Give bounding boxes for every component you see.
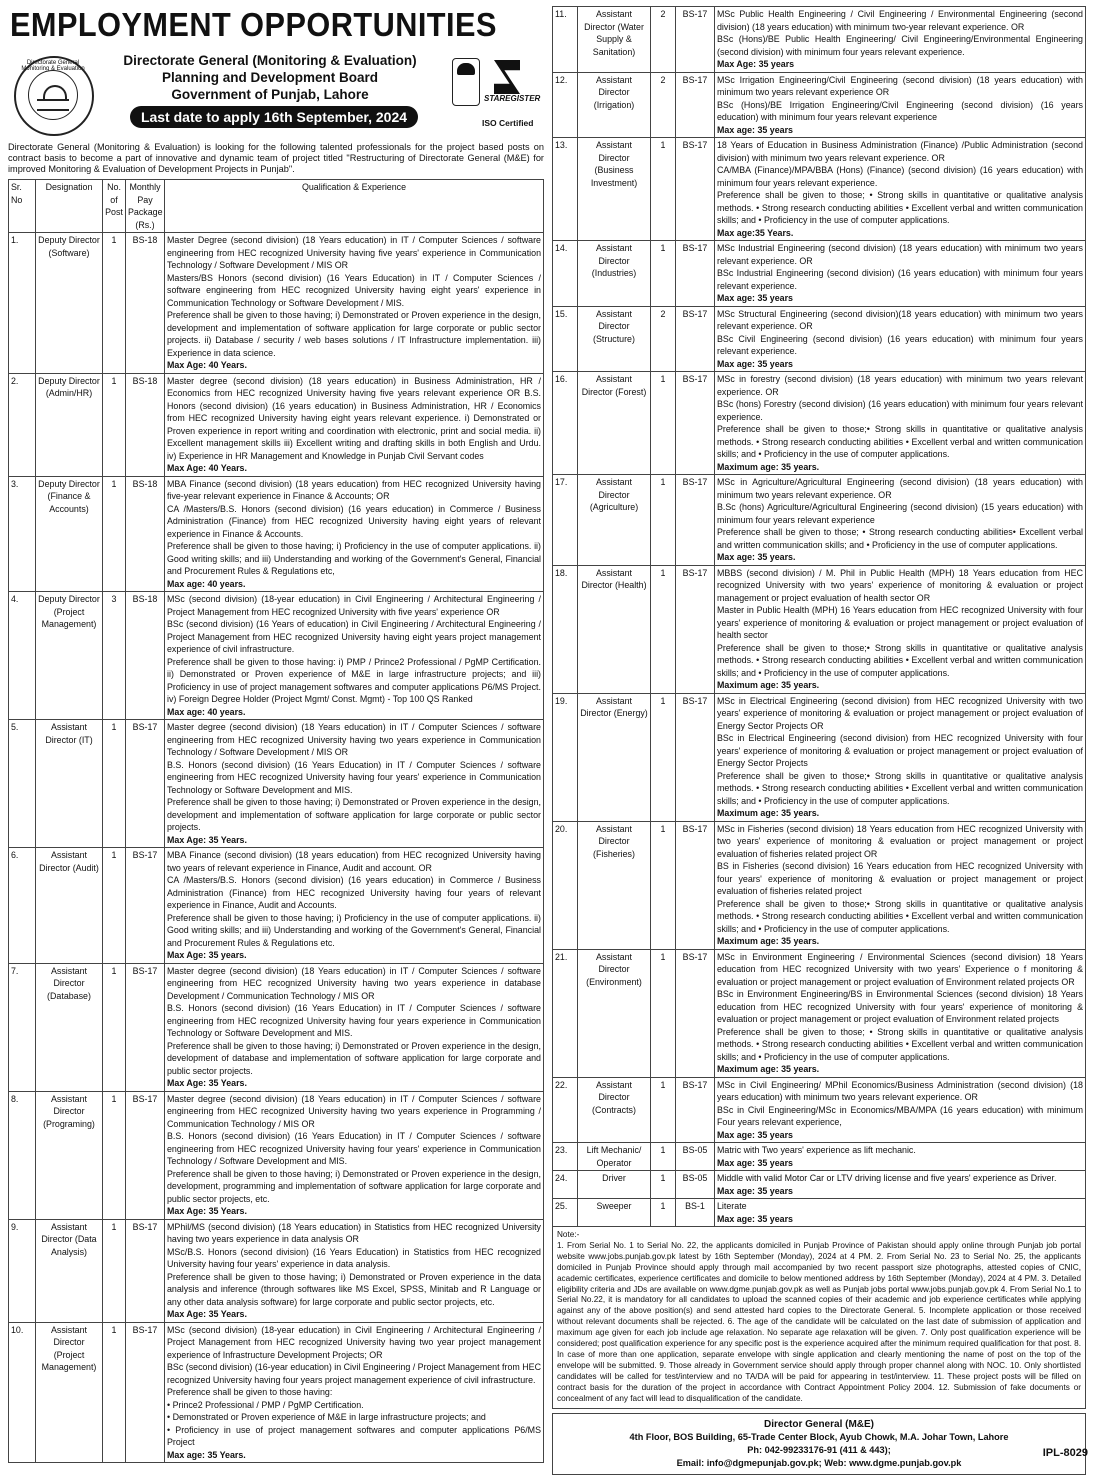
pay-cell: BS-17	[676, 1077, 715, 1143]
posts-cell: 1	[103, 848, 126, 964]
pay-cell: BS-17	[676, 306, 715, 372]
header-pay: Monthly Pay Package (Rs.)	[126, 180, 165, 233]
qualification-line: BSc (Hons)/BE Public Health Engineering/ Civil Engineering/Environmental Engineering (second division) with minimum four years relevant experience.	[717, 34, 1083, 57]
pay-cell: BS-18	[126, 592, 165, 720]
serial-cell: 16.	[553, 372, 578, 475]
qualification-line: MBA Finance (second division) (18 years education) from HEC recognized University having five-year relevant experience in Finance & Accounts; OR	[167, 478, 541, 501]
pay-cell: BS-17	[676, 821, 715, 949]
table-row	[9, 963, 544, 1091]
qualification-cell	[165, 476, 544, 592]
table-row	[553, 1143, 1086, 1171]
qualification-line: MSc/B.S. Honors (second division) (16 Years Education) in Statistics from HEC recognized University having four years' experience in data analysis.	[167, 1246, 541, 1269]
serial-cell: 10.	[9, 1322, 36, 1463]
posts-table-left	[8, 179, 544, 1463]
qualification-line: Literate	[717, 1201, 747, 1211]
qualification-line: B.S. Honors (second division) (16 Years Education) in IT / Computer Sciences / software engineering from HEC recognized University having four years' experience in Communication Technology / Software Development and MIS.	[167, 1131, 541, 1166]
pay-cell: BS-17	[676, 241, 715, 307]
ad-reference: IPL-8029	[1042, 1447, 1088, 1459]
posts-cell: 1	[103, 1322, 126, 1463]
contact-box	[552, 1413, 1086, 1475]
qualification-line: Preference shall be given to those having; i) Demonstrated or Proven experience in the design, development, programming and implementation of software application for large corporate and public sector projects, etc.	[167, 1168, 541, 1204]
qualification-line: BSc (second division) (16-year education) in Civil Engineering / Project Management from HEC recognized University having four years project management experience of civil infrastructure.	[167, 1362, 541, 1385]
posts-cell: 1	[103, 373, 126, 476]
qualification-line: Preference shall be given to those having: i) PMP / Prince2 Professional / PgMP Certification. ii) Demonstrated or Proven experience of M&E in large infrastructure projects; and iii) Proficiency in use of project management softwares and computer applications P6/MS Project. iv) Foreign Degree Holder (Project Mgmt/ Const. Mgmt) - Top 100 QS Ranked	[167, 656, 541, 704]
qualification-line: BSc in Electrical Engineering (second division) from HEC recognized University with four years' experience of monitoring & evaluation or project management or project evaluation of Energy Sector Projects	[717, 733, 1083, 768]
designation-cell: Assistant Director (Data Analysis)	[36, 1219, 103, 1322]
max-age: Max age:35 Years.	[717, 227, 794, 238]
qualification-cell	[165, 1219, 544, 1322]
serial-cell: 20.	[553, 821, 578, 949]
serial-cell: 17.	[553, 475, 578, 566]
contact-phone: Ph: 042-99233176-91 (411 & 443);	[747, 1444, 891, 1455]
table-row	[553, 372, 1086, 475]
serial-cell: 2.	[9, 373, 36, 476]
qualification-line: Matric with Two years' experience as lift mechanic.	[717, 1145, 916, 1155]
qualification-line: BSc Industrial Engineering (second division) (16 years education) with minimum four years relevant experience.	[717, 268, 1083, 291]
pay-cell: BS-05	[676, 1143, 715, 1171]
qualification-line: Master degree (second division) (18 years education) in Business Administration, HR / Economics from HEC recognized University having five years relevant experience OR B.S. Honors (second division) (16 years education) in Business Administration, HR / Economics from HEC recognized University having eight years relevant experience. i) Demonstrated or Proven experience in report writing and coordination with electronic, print and social media. ii) Excellent management skills iii) Excellent writing and drafting skills in both English and Urdu. iv) Experience in HR Management and Knowledge in Punjab Civil Servant codes	[167, 375, 541, 461]
posts-cell: 1	[651, 1171, 676, 1199]
qualification-cell	[715, 565, 1086, 693]
max-age: Max age: 35 years	[717, 1185, 793, 1196]
table-row	[553, 1171, 1086, 1199]
max-age: Max Age: 35 Years.	[167, 834, 247, 845]
designation-cell: Assistant Director (Agriculture)	[578, 475, 651, 566]
posts-cell: 1	[651, 372, 676, 475]
table-row	[9, 1219, 544, 1322]
posts-cell: 1	[651, 565, 676, 693]
serial-cell: 13.	[553, 138, 578, 241]
qualification-line: Preference shall be given to those having; i) Demonstrated or Proven experience in the data analysis and inference (through softwares like MS Excel, SPSS, Minitab and R Language or any other data analysis software) for large corporate and public sector projects, etc.	[167, 1271, 541, 1307]
designation-cell: Assistant Director (Structure)	[578, 306, 651, 372]
max-age: Maximum age: 35 years.	[717, 680, 820, 690]
designation-cell: Assistant Director (Project Management)	[36, 1322, 103, 1463]
table-header-row	[9, 180, 544, 233]
qualification-line: BSc (second division) (16 Years of education) in Civil Engineering / Architectural Engineering / Project Management from HEC recognized University having eight years project management experience of civil infrastructure.	[167, 619, 541, 654]
posts-cell: 1	[103, 476, 126, 592]
designation-cell: Sweeper	[578, 1199, 651, 1227]
designation-cell: Deputy Director (Admin/HR)	[36, 373, 103, 476]
posts-cell: 1	[103, 720, 126, 848]
serial-cell: 19.	[553, 693, 578, 821]
max-age: Max Age: 35 Years.	[167, 1206, 247, 1216]
qualification-line: Preference shall be given to those;• Strong skills in quantitative or qualitative analysis methods. • Strong research conducting abilities • Excellent verbal and written communication skills; and • Proficiency in the use of computer applications.	[717, 642, 1083, 678]
qualification-line: CA /Masters/B.S. Honors (second division) (16 years education) in Commerce / Business Administration (Finance) from HEC recognized University having four years of relevant experience in Finance, Audit and Accounts.	[167, 875, 541, 910]
qualification-line: BSc (hons) Forestry (second division) (16 years education) with minimum four years relevant experience.	[717, 399, 1083, 422]
serial-cell: 1.	[9, 233, 36, 374]
designation-cell: Assistant Director (Irrigation)	[578, 72, 651, 138]
pay-cell: BS-1	[676, 1199, 715, 1227]
serial-cell: 24.	[553, 1171, 578, 1199]
qualification-cell	[165, 1322, 544, 1463]
accreditation-badge-icon	[452, 58, 480, 106]
designation-cell: Assistant Director (IT)	[36, 720, 103, 848]
qualification-line: Preference shall be given to those;• Strong skills in quantitative or qualitative analysis methods. • Strong research conducting abilities • Excellent verbal and written communication skills; and • Proficiency in the use of computer applications.	[717, 898, 1083, 934]
designation-cell: Driver	[578, 1171, 651, 1199]
posts-cell: 3	[103, 592, 126, 720]
qualification-cell	[165, 592, 544, 720]
header-qualification: Qualification & Experience	[165, 180, 544, 233]
designation-cell: Assistant Director (Fisheries)	[578, 821, 651, 949]
designation-cell: Assistant Director (Health)	[578, 565, 651, 693]
qualification-line: Master degree (second division) (18 Years education) in IT / Computer Sciences / software engineering from HEC recognized University having two years experience in database Development / Communication Technology / MIS OR	[167, 965, 541, 1001]
pay-cell: BS-17	[676, 72, 715, 138]
designation-cell: Assistant Director (Environment)	[578, 949, 651, 1077]
qualification-cell	[715, 821, 1086, 949]
contact-address: 4th Floor, BOS Building, 65-Trade Center Block, Ayub Chowk, M.A. Johar Town, Lahore	[629, 1431, 1009, 1442]
staregister-logo-icon: STAREGISTER	[484, 58, 544, 98]
pay-cell: BS-17	[126, 1091, 165, 1219]
serial-cell: 11.	[553, 7, 578, 73]
table-row	[9, 1091, 544, 1219]
table-row	[9, 848, 544, 964]
posts-cell: 1	[651, 949, 676, 1077]
qualification-line: Preference shall be given to those having; i) Proficiency in the use of computer applications. ii) Good writing skills; and iii) Understanding and working of the Government's General, Financial and Procurement Rules & Regulations etc,	[167, 541, 541, 576]
qualification-line: MSc in Electrical Engineering (second division) from HEC recognized University with two years' experience of monitoring & evaluation or project management or project evaluation of Energy Sector Projects OR	[717, 695, 1083, 731]
designation-cell: Assistant Director (Contracts)	[578, 1077, 651, 1143]
designation-cell: Lift Mechanic/ Operator	[578, 1143, 651, 1171]
qualification-line: Master degree (second division) (18 Years education) in IT / Computer Sciences / software engineering from HEC recognized University having two years experience in Communication Technology / Software Development / MIS OR	[167, 722, 541, 757]
max-age: Max age: 40 years.	[167, 706, 246, 717]
table-row	[553, 138, 1086, 241]
serial-cell: 22.	[553, 1077, 578, 1143]
qualification-cell	[165, 233, 544, 374]
designation-cell: Deputy Director (Software)	[36, 233, 103, 374]
qualification-cell	[165, 373, 544, 476]
header-block	[8, 48, 544, 140]
pay-cell: BS-17	[126, 1219, 165, 1322]
designation-cell: Assistant Director (Industries)	[578, 241, 651, 307]
pay-cell: BS-05	[676, 1171, 715, 1199]
qualification-line: Preference shall be given to those having:	[167, 1387, 333, 1397]
qualification-line: 18 Years of Education in Business Administration (Finance) /Public Administration (second division) with minimum two years relevant experience. OR	[717, 140, 1083, 163]
qualification-cell	[715, 1077, 1086, 1143]
posts-cell: 1	[651, 138, 676, 241]
qualification-cell	[165, 1091, 544, 1219]
table-row	[9, 476, 544, 592]
qualification-line: Preference shall be given to those;• Strong skills in quantitative or qualitative analysis methods. • Strong research conducting abilities • Excellent verbal and written communication skills; and • Proficiency in the use of computer applications.	[717, 424, 1083, 459]
qualification-cell	[715, 7, 1086, 73]
table-row	[9, 720, 544, 848]
designation-cell: Assistant Director (Water Supply & Sanitation)	[578, 7, 651, 73]
max-age: Maximum age: 35 years.	[717, 808, 820, 818]
qualification-cell	[165, 848, 544, 964]
max-age: Maximum age: 35 years.	[717, 936, 820, 946]
serial-cell: 9.	[9, 1219, 36, 1322]
qualification-line: MBA Finance (second division) (18 years education) from HEC recognized University having two years of relevant experience in Finance, Audit and account. OR	[167, 850, 541, 873]
header-sr: Sr. No	[9, 180, 36, 233]
left-column	[8, 6, 544, 1463]
notes-heading: Note:-	[557, 1230, 580, 1239]
serial-cell: 25.	[553, 1199, 578, 1227]
posts-cell: 2	[651, 72, 676, 138]
max-age: Max age: 35 years	[717, 293, 793, 303]
qualification-line: Preference shall be given to those having; i) Proficiency in the use of computer applications. ii) Good writing skills; and iii) Understanding and working of the Government's General, Financial and Procurement Rules & Regulations etc.	[167, 912, 541, 948]
max-age: Max Age: 40 Years.	[167, 360, 247, 370]
serial-cell: 8.	[9, 1091, 36, 1219]
serial-cell: 7.	[9, 963, 36, 1091]
max-age: Max age: 35 years	[717, 1213, 793, 1224]
max-age: Max Age: 40 Years.	[167, 463, 247, 473]
qualification-cell	[715, 372, 1086, 475]
qualification-cell	[715, 1143, 1086, 1171]
designation-cell: Assistant Director (Business Investment)	[578, 138, 651, 241]
right-column	[552, 6, 1086, 1475]
qualification-line: B.Sc (hons) Agriculture/Agricultural Engineering (second division) (15 years education) with minimum four years relevant experience	[717, 502, 1083, 525]
qualification-line: • Demonstrated or Proven experience of M&E in large infrastructure projects; and	[167, 1412, 486, 1422]
qualification-line: MSc Irrigation Engineering/Civil Engineering (second division) (18 years education) with minimum two years relevant experience OR	[717, 74, 1083, 97]
pay-cell: BS-18	[126, 373, 165, 476]
qualification-line: MSc Public Health Engineering / Civil Engineering / Environmental Engineering (second division) (18 years education) with minimum two-year relevant experience. OR	[717, 9, 1083, 32]
posts-cell: 1	[651, 821, 676, 949]
pay-cell: BS-17	[126, 848, 165, 964]
pay-cell: BS-17	[676, 693, 715, 821]
table-row	[9, 1322, 544, 1463]
posts-cell: 1	[651, 693, 676, 821]
contact-title: Director General (M&E)	[763, 1418, 875, 1430]
serial-cell: 6.	[9, 848, 36, 964]
header-posts: No. of Post	[103, 180, 126, 233]
max-age: Max Age: 35 years	[717, 59, 795, 69]
qualification-line: MBBS (second division) / M. Phil in Public Health (MPH) 18 Years education from HEC recognized University with two years' experience of monitoring & evaluation or project management or project evaluation of health sector OR	[717, 567, 1083, 603]
qualification-cell	[165, 963, 544, 1091]
qualification-cell	[715, 72, 1086, 138]
table-body-left	[9, 233, 544, 1463]
table-row	[553, 949, 1086, 1077]
table-row	[553, 1199, 1086, 1227]
qualification-line: Master Degree (second division) (18 Years education) in IT / Computer Sciences / software engineering from HEC recognized University having five years' experience in Communication Technology / Software Development / MIS OR	[167, 235, 541, 270]
organization-name: Directorate General (Monitoring & Evaluation) Planning and Development Board Government of Punjab, Lahore	[123, 53, 417, 102]
qualification-line: MSc (second division) (18-year education) in Civil Engineering / Architectural Engineering / Project Management from HEC recognized University with five years' experience OR	[167, 594, 541, 617]
serial-cell: 5.	[9, 720, 36, 848]
max-age: Max Age: 35 Years.	[167, 1309, 247, 1319]
qualification-line: MSc Industrial Engineering (second division) (18 years education) with minimum two years relevant experience. OR	[717, 243, 1083, 266]
qualification-line: Middle with valid Motor Car or LTV driving license and five years' experience as Driver.	[717, 1173, 1057, 1183]
table-row	[9, 592, 544, 720]
qualification-line: MSc in Agriculture/Agricultural Engineering (second division) (18 years education) with minimum two years relevant experience. OR	[717, 477, 1083, 500]
qualification-cell	[715, 138, 1086, 241]
posts-table-right	[552, 6, 1086, 1227]
qualification-cell	[715, 1171, 1086, 1199]
posts-cell: 1	[651, 241, 676, 307]
pay-cell: BS-17	[676, 949, 715, 1077]
posts-cell: 2	[651, 7, 676, 73]
qualification-line: Preference shall be given to those; • Strong skills in quantitative or qualitative analysis methods. • Strong research conducting abilities • Excellent verbal and written communication skills; and • Proficiency in the use of computer applications.	[717, 1026, 1083, 1062]
posts-cell: 1	[103, 1219, 126, 1322]
pay-cell: BS-17	[126, 720, 165, 848]
qualification-line: Master degree (second division) (18 Years education) in IT / Computer Sciences / software engineering from HEC recognized University having two years experience in Programming / Communication Technology / MIS OR	[167, 1093, 541, 1129]
max-age: Max age: 40 years.	[167, 578, 246, 589]
qualification-line: MSc Structural Engineering (second division)(18 years education) with minimum two years relevant experience. OR	[717, 308, 1083, 331]
qualification-cell	[715, 1199, 1086, 1227]
serial-cell: 12.	[553, 72, 578, 138]
serial-cell: 15.	[553, 306, 578, 372]
qualification-line: Preference shall be given to those; • Strong skills in quantitative or qualitative analysis methods. • Strong research conducting abilities • Excellent verbal and written communication skills; and • Proficiency in the use of computer applications.	[717, 190, 1083, 225]
serial-cell: 23.	[553, 1143, 578, 1171]
certification-logos	[452, 56, 544, 138]
qualification-line: Preference shall be given to those;• Strong skills in quantitative or qualitative analysis methods. • Strong research conducting abilities • Excellent verbal and written communication skills; and • Proficiency in the use of computer applications.	[717, 770, 1083, 806]
serial-cell: 14.	[553, 241, 578, 307]
table-row	[553, 306, 1086, 372]
max-age: Max age: 35 years	[717, 358, 793, 369]
pay-cell: BS-17	[676, 372, 715, 475]
posts-cell: 1	[103, 1091, 126, 1219]
qualification-line: Masters/BS Honors (second division) (16 Years Education) in IT / Computer Sciences / software engineering from HEC recognized University having eight years' experience in Communication Technology or Software Development / MIS.	[167, 272, 541, 308]
qualification-line: CA/MBA (Finance)/MPA/BBA (Hons) (Finance) (second division) (16 years education) with minimum four years relevant experience.	[717, 165, 1083, 188]
qualification-line: • Prince2 Professional / PMP / PgMP Certification.	[167, 1399, 364, 1410]
punjab-seal-icon	[14, 56, 94, 136]
table-row	[9, 233, 544, 374]
max-age: Max age: 35 years	[717, 1157, 793, 1168]
notes-section	[552, 1227, 1086, 1409]
table-body-right	[553, 7, 1086, 1227]
pay-cell: BS-17	[676, 475, 715, 566]
posts-cell: 1	[651, 1077, 676, 1143]
designation-cell: Assistant Director (Audit)	[36, 848, 103, 964]
table-row	[553, 565, 1086, 693]
qualification-line: MSc (second division) (18-year education) in Civil Engineering / Architectural Engineering / Project Management from HEC recognized University having two year project management experience of Infrastructure Development Projects; OR	[167, 1324, 541, 1360]
qualification-cell	[715, 693, 1086, 821]
table-row	[553, 7, 1086, 73]
qualification-line: BSc in Environment Engineering/BS in Environmental Sciences (second division) 18 Years education from HEC recognized University with four years' experience of monitoring & evaluation or project management or project evaluation of Environment related projects	[717, 989, 1083, 1024]
qualification-line: Preference shall be given to those; • Strong research conducting abilities• Excellent verbal and written communication skills; and • Proficiency in the use of computer applications.	[717, 527, 1083, 550]
qualification-line: CA /Masters/B.S. Honors (second division) (16 years education) in Commerce / Business Administration (Finance) from HEC recognized University having eight years of relevant experience in Finance & Accounts.	[167, 503, 541, 539]
table-row	[553, 72, 1086, 138]
qualification-line: Preference shall be given to those having; i) Demonstrated or Proven experience in the design, development and implementation of software application for large corporate or public sector projects. ii) Database / security / web bases solutions / IT Infrastructure implementation. iii) Experience in data science.	[167, 310, 541, 358]
designation-cell: Assistant Director (Forest)	[578, 372, 651, 475]
table-row	[553, 693, 1086, 821]
serial-cell: 4.	[9, 592, 36, 720]
max-age: Max Age: 35 Years.	[167, 1078, 247, 1088]
table-row	[9, 373, 544, 476]
qualification-line: Preference shall be given to those having; i) Demonstrated or Proven experience in the design, development and implementation of software application for large corporate or public sector projects.	[167, 797, 541, 832]
serial-cell: 18.	[553, 565, 578, 693]
qualification-cell	[165, 720, 544, 848]
designation-cell: Deputy Director (Finance & Accounts)	[36, 476, 103, 592]
seal-caption: Directorate General Monitoring & Evaluation	[21, 60, 85, 72]
posts-cell: 1	[103, 963, 126, 1091]
deadline-banner: Last date to apply 16th September, 2024	[130, 106, 418, 128]
posts-cell: 2	[651, 306, 676, 372]
posts-cell: 1	[651, 475, 676, 566]
qualification-line: MSc in Civil Engineering/ MPhil Economics/Business Administration (second division) (18 years education) with minimum two years relevant experience. OR	[717, 1079, 1083, 1102]
qualification-line: BSc (Hons)/BE Irrigation Engineering/Civil Engineering (second division) (16 years education) with minimum four years relevant experience	[717, 99, 1083, 122]
max-age: Maximum age: 35 years.	[717, 461, 820, 472]
iso-certified-label: ISO Certified	[482, 118, 534, 128]
posts-cell: 1	[651, 1199, 676, 1227]
designation-cell: Deputy Director (Project Management)	[36, 592, 103, 720]
qualification-line: BS in Fisheries (second division) 16 Years education from HEC recognized University with four years' experience of monitoring & evaluation or project management or project evaluation of fisheries related project	[717, 861, 1083, 896]
table-row	[553, 821, 1086, 949]
posts-cell: 1	[103, 233, 126, 374]
qualification-line: Preference shall be given to those having; i) Demonstrated or Proven experience in the design, development of database and implementation of software application for large corporate and public sector projects.	[167, 1040, 541, 1076]
pay-cell: BS-17	[676, 7, 715, 73]
qualification-line: BSc in Civil Engineering/MSc in Economics/MBA/MPA (16 years education) with minimum Four years relevant experience,	[717, 1104, 1083, 1127]
qualification-line: • Proficiency in use of project management softwares and computer applications P6/MS Project	[167, 1424, 541, 1447]
posts-cell: 1	[651, 1143, 676, 1171]
designation-cell: Assistant Director (Database)	[36, 963, 103, 1091]
table-row	[553, 1077, 1086, 1143]
serial-cell: 3.	[9, 476, 36, 592]
pay-cell: BS-17	[676, 138, 715, 241]
pay-cell: BS-18	[126, 233, 165, 374]
pay-cell: BS-17	[676, 565, 715, 693]
header-designation: Designation	[36, 180, 103, 233]
notes-text: 1. From Serial No. 1 to Serial No. 22, the applicants domiciled in Punjab Province of Pakistan should apply online through Punjab job portal website www.jobs.punjab.gov.pk latest by 16th September (Monday), 2024 at 4 PM. 2. From Serial No. 23 to Serial No. 25, the applicants domiciled in Punjab Province should apply through mail accompanied by two recent passport size photographs, attested copies of CNIC, academic certificates, experience certificates and domicile to below mentioned address by 16th September (Monday), 2024 at 4 PM. 3. Detailed eligibility criteria and JDs are available on www.dgme.punjab.gov.pk as well as Punjab jobs portal www.jobs.punjab.gov.pk 4. From Serial No.1 to Serial No.22, it is mandatory for all candidates to upload the scanned copies of their academic and job experience certificates while applying against any of the above position(s) and send attested hard copies to the Directorate General. 5. Incomplete application or those received without relevant documents shall be rejected. 6. The age of the candidate will be calculated on the last date of submission of application and maximum age given for each job include age relaxation. No separate age relaxation will be given. 7. Only post qualification experience will be considered; post qualification experience for any specific post is the experience acquired after the minimum required qualification for that post. 8. In case of more than one application, separate envelope with single application and clearly mentioning the name of post on the top of the envelope will be submitted. 9. Those already in Government service should apply through proper channel along with NOC. 10. Only shortlisted candidates will be called for test/interview and no TA/DA will be paid for appearing in test/interview. 11. These project posts will be filled on contract basis for the duration of the project in accordance with Contract Appointment Policy 2004. 12. Submission of fake documents or concealment of any fact will lead to disqualification of the candidate.	[557, 1240, 1081, 1403]
max-age: Max age: 35 years.	[717, 552, 796, 562]
max-age: Max Age: 35 years.	[167, 950, 247, 960]
qualification-cell	[715, 306, 1086, 372]
qualification-line: MSc in Fisheries (second division) 18 Years education from HEC recognized University with two years' experience of monitoring & evaluation or project management or project evaluation of fisheries related project OR	[717, 823, 1083, 859]
qualification-line: MSc in Environment Engineering / Environmental Sciences (second division) 18 Years education from HEC recognized University with two years' Experience o f monitoring & evaluation or project management or project evaluation of Environment related projects OR	[717, 951, 1083, 987]
qualification-cell	[715, 949, 1086, 1077]
max-age: Maximum age: 35 years.	[717, 1064, 820, 1074]
pay-cell: BS-17	[126, 1322, 165, 1463]
qualification-line: Master in Public Health (MPH) 16 Years education from HEC recognized University with four years' experience of monitoring & evaluation or project management or project evaluation of health sector	[717, 605, 1083, 640]
qualification-line: BSc Civil Engineering (second division) (16 years education) with minimum four years relevant experience.	[717, 333, 1083, 356]
page-title: EMPLOYMENT OPPORTUNITIES	[10, 6, 497, 43]
qualification-line: MSc in forestry (second division) (18 years education) with minimum two years relevant experience. OR	[717, 374, 1083, 397]
pay-cell: BS-17	[126, 963, 165, 1091]
max-age: Max age: 35 years	[717, 124, 793, 135]
pay-cell: BS-18	[126, 476, 165, 592]
intro-paragraph: Directorate General (Monitoring & Evaluation) is looking for the following talented professionals for the project based posts on contract basis to become a part of innovative and dynamic team of project titled "Restructuring of Directorate General (M&E) for improved Monitoring & Evaluation of Development Projects in Punjab".	[8, 142, 544, 174]
qualification-line: MPhil/MS (second division) (18 Years education) in Statistics from HEC recognized University having two years experience in data analysis OR	[167, 1221, 541, 1244]
qualification-line: B.S. Honors (second division) (16 Years Education) in IT / Computer Sciences / software engineering from HEC recognized University having four years' experience in Communication Technology or Software Development and MIS.	[167, 759, 541, 795]
serial-cell: 21.	[553, 949, 578, 1077]
table-row	[553, 241, 1086, 307]
max-age: Max age: 35 Years.	[167, 1449, 246, 1460]
designation-cell: Assistant Director (Energy)	[578, 693, 651, 821]
max-age: Max age: 35 years	[717, 1129, 793, 1140]
qualification-cell	[715, 241, 1086, 307]
contact-email: Email: info@dgmepunjab.gov.pk; Web: www.dgme.punjab.gov.pk	[676, 1457, 962, 1468]
table-row	[553, 475, 1086, 566]
designation-cell: Assistant Director (Programing)	[36, 1091, 103, 1219]
qualification-line: B.S. Honors (second division) (16 Years Education) in IT / Computer Sciences / software engineering from HEC recognized University having four years experience in Communication Technology or Software Development and MIS.	[167, 1003, 541, 1038]
qualification-cell	[715, 475, 1086, 566]
